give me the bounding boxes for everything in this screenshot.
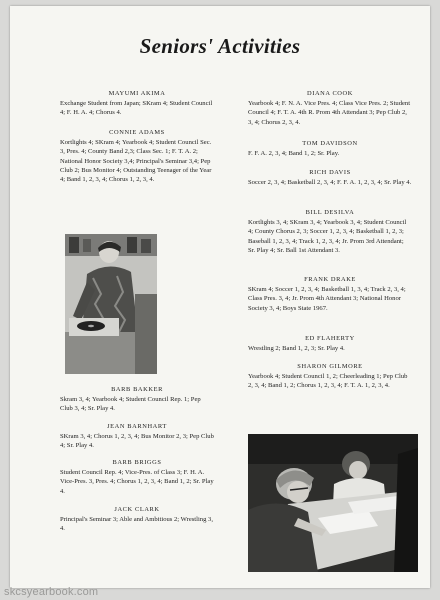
student-activities: Kortlights 3, 4; SKram 3, 4; Yearbook 3, 4; Student Council 4; County Chorus 2, 3; Soccer 1, 2, 3, 4; Basketball 1, 2, 3; Baseball 1, 2, 3, 4; Track 1, 2, 3, 4; Jr. Prom 3rd Attendant; Sr. Play 4; Sr. Ball 1st Attendant 3.	[248, 219, 407, 254]
entry-mayumi-akima	[60, 90, 214, 118]
entry-connie-adams	[60, 129, 214, 184]
entry-rich-davis	[248, 169, 412, 187]
photo-student-record-player	[65, 234, 157, 374]
entry-jack-clark	[60, 506, 214, 534]
student-activities: Yearbook 4; F. N. A. Vice Pres. 4; Class Vice Pres. 2; Student Council 4; F. T. A. 4th R. Prom 4th Attendant 3; Pep Club 2, 3, 4; Chorus 2, 3, 4.	[248, 100, 411, 126]
student-name: BARB BRIGGS	[112, 459, 162, 466]
student-name: FRANK DRAKE	[304, 276, 356, 283]
entry-barb-bakker	[60, 386, 214, 414]
photo-students-writing	[248, 434, 418, 572]
entry-sharon-gilmore	[248, 363, 412, 391]
student-name: TOM DAVIDSON	[302, 140, 358, 147]
student-activities: Principal's Seminar 3; Able and Ambitious 2; Wrestling 3, 4.	[60, 516, 213, 533]
student-name: SHARON GILMORE	[297, 363, 363, 370]
student-name: RICH DAVIS	[309, 169, 351, 176]
student-activities: Kortlights 4; SKram 4; Yearbook 4; Student Council Sec. 3, Pres. 4; County Band 2,3; Class Sec. 1; F. T. A. 2; National Honor Society 3,4; Principal's Seminar 3,4; Pep Club 2; Bus Monitor 4; Outstanding Teenager of the Year 4; Band 1, 2, 3, 4; Chorus 1, 2, 3, 4.	[60, 139, 212, 184]
student-activities: Soccer 2, 3, 4; Basketball 2, 3, 4; F. F. A. 1, 2, 3, 4; Sr. Play 4.	[248, 179, 412, 186]
student-name: CONNIE ADAMS	[109, 129, 165, 136]
entry-frank-drake	[248, 276, 412, 313]
student-activities: Wrestling 2; Band 1, 2, 3; Sr. Play 4.	[248, 345, 345, 352]
student-name: JACK CLARK	[114, 506, 160, 513]
student-name: ED FLAHERTY	[305, 335, 355, 342]
student-activities: SKram 3, 4; Chorus 1, 2, 3, 4; Bus Monitor 2, 3; Pep Club 4; Sr. Play 4.	[60, 433, 214, 450]
student-activities: Student Council Rep. 4; Vice-Pres. of Class 3; F. H. A. Vice-Pres. 3, Pres. 4; Chorus 1, 2, 3, 4; Band 1, 2; Sr. Play 4.	[60, 469, 214, 495]
student-name: DIANA COOK	[307, 90, 353, 97]
student-name: JEAN BARNHART	[107, 423, 167, 430]
student-activities: SKram 4; Soccer 1, 2, 3, 4; Basketball 1, 3, 4; Track 2, 3, 4; Class Pres. 3, 4; Jr. Prom 4th Attendant 3; National Honor Society 3, 4; Boys State 1967.	[248, 286, 406, 312]
student-activities: Skram 3, 4; Yearbook 4; Student Council Rep. 1; Pep Club 3, 4; Sr. Play 4.	[60, 396, 201, 413]
entry-ed-flaherty	[248, 335, 412, 353]
student-name: MAYUMI AKIMA	[108, 90, 166, 97]
student-activities: Yearbook 4; Student Council 1, 2; Cheerleading 1; Pep Club 2, 3, 4; Band 1, 2; Chorus 1, 2, 3, 4; F. T. A. 1, 2, 3, 4.	[248, 373, 408, 390]
entry-jean-barnhart	[60, 423, 214, 451]
entry-tom-davidson	[248, 140, 412, 158]
entry-diana-cook	[248, 90, 412, 127]
entry-barb-briggs	[60, 459, 214, 496]
entry-bill-desilva	[248, 209, 412, 255]
yearbook-page	[10, 6, 430, 588]
student-activities: Exchange Student from Japan; SKram 4; Student Council 4; F. H. A. 4; Chorus 4.	[60, 100, 213, 117]
student-activities: F. F. A. 2, 3, 4; Band 1, 2; Sr. Play.	[248, 150, 340, 157]
watermark-text: skcsyearbook.com	[4, 586, 99, 598]
page-title: Seniors' Activities	[139, 34, 301, 58]
student-name: BARB BAKKER	[111, 386, 163, 393]
student-name: BILL DESILVA	[305, 209, 355, 216]
